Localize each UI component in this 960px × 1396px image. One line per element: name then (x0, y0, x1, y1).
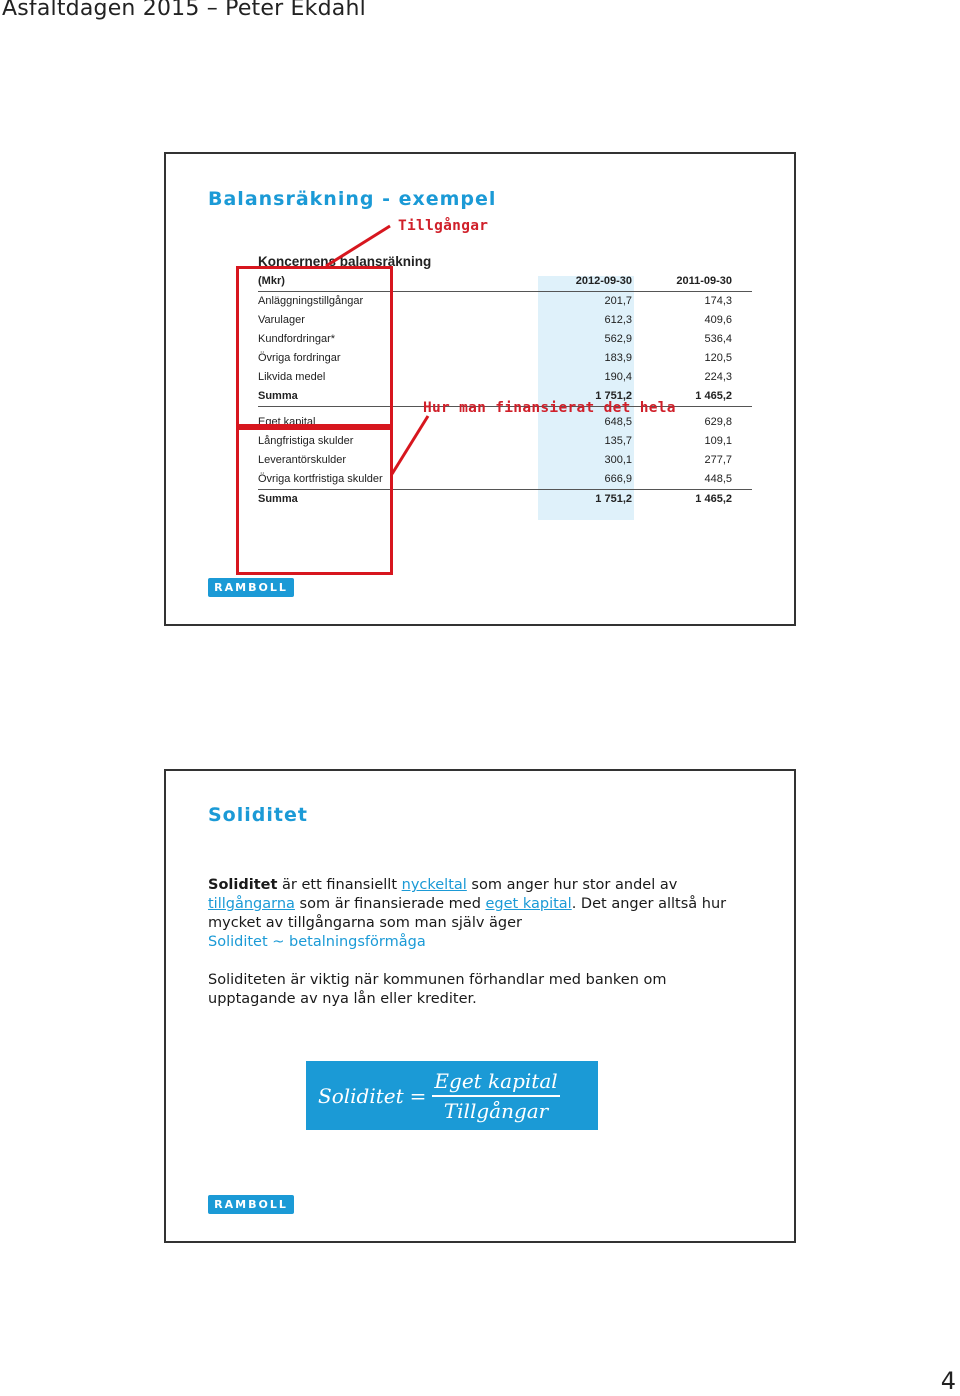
row-value: 174,3 (704, 295, 732, 307)
slide-balance-sheet (164, 152, 796, 626)
ramboll-logo (208, 1195, 294, 1214)
slide-title: Balansräkning - exempel (208, 188, 497, 210)
callout-assets: Tillgångar (398, 218, 489, 234)
row-value: 300,1 (604, 454, 632, 466)
term: Soliditet (208, 877, 278, 893)
row-label: Leverantörskulder (258, 454, 347, 466)
row-value: 409,6 (704, 314, 732, 326)
row-value: 183,9 (604, 352, 632, 364)
row-value: 1 751,2 (595, 390, 632, 402)
link-tillgangarna[interactable]: tillgångarna (208, 896, 295, 912)
row-label: Summa (258, 390, 298, 402)
page-header: Asfaltdagen 2015 – Peter Ekdahl (2, 0, 366, 21)
formula-denominator: Tillgångar (443, 1098, 549, 1123)
row-label: Likvida medel (258, 371, 326, 383)
column-header: 2012-09-30 (575, 275, 632, 287)
row-label: Varulager (258, 314, 305, 326)
formula-lhs: Soliditet (318, 1083, 404, 1108)
row-value: 666,9 (604, 473, 632, 485)
row-label: Summa (258, 493, 298, 505)
slide-soliditet (164, 769, 796, 1243)
paragraph-importance: Soliditeten är viktig när kommunen förhandlar med banken om upptagande av nya lån eller krediter. (208, 972, 667, 1007)
row-value: 201,7 (604, 295, 632, 307)
page-number: 4 (940, 1367, 956, 1395)
row-value: 562,9 (604, 333, 632, 345)
row-value: 1 751,2 (595, 493, 632, 505)
column-header: (Mkr) (258, 275, 285, 287)
text-span: som anger hur stor andel av (466, 877, 678, 893)
row-value: 277,7 (704, 454, 732, 466)
body-text (208, 876, 748, 1009)
text-span: som är finansierade med (294, 896, 486, 912)
text-span: . Det anger alltså hur mycket av tillgångarna som man själv äger (208, 896, 727, 931)
row-value: 629,8 (704, 416, 732, 428)
row-value: 612,3 (604, 314, 632, 326)
paragraph-definition (208, 876, 748, 952)
row-label: Kundfordringar* (258, 333, 336, 345)
row-value: 448,5 (704, 473, 732, 485)
row-value: 135,7 (604, 435, 632, 447)
logo-text: RAMBOLL (214, 581, 288, 594)
callout-connector-lines (166, 154, 798, 628)
formula-fraction (432, 1069, 559, 1123)
row-label: Långfristiga skulder (258, 435, 354, 447)
link-nyckeltal[interactable]: nyckeltal (401, 877, 467, 893)
formula-equals: = (409, 1083, 427, 1108)
row-label: Övriga fordringar (258, 352, 341, 364)
row-value: 109,1 (704, 435, 732, 447)
row-value: 1 465,2 (695, 390, 732, 402)
formula-box (306, 1061, 598, 1130)
ramboll-logo (208, 578, 294, 597)
row-value: 120,5 (704, 352, 732, 364)
row-value: 648,5 (604, 416, 632, 428)
row-label: Övriga kortfristiga skulder (258, 473, 383, 485)
link-eget-kapital[interactable]: eget kapital (485, 896, 572, 912)
callout-financing: Hur man finansierat det hela (423, 400, 676, 416)
logo-text: RAMBOLL (214, 1198, 288, 1211)
row-value: 536,4 (704, 333, 732, 345)
row-value: 1 465,2 (695, 493, 732, 505)
slide-title: Soliditet (208, 804, 308, 826)
row-value: 190,4 (604, 371, 632, 383)
balance-sheet-title: Koncernens balansräkning (258, 254, 432, 269)
formula-numerator: Eget kapital (432, 1069, 559, 1097)
row-label: Eget kapital (258, 416, 316, 428)
text-span: är ett finansiellt (277, 877, 402, 893)
row-value: 224,3 (704, 371, 732, 383)
text-span-highlight: Soliditet ~ betalningsförmåga (208, 934, 426, 950)
column-header: 2011-09-30 (676, 275, 732, 287)
row-label: Anläggningstillgångar (258, 295, 364, 307)
